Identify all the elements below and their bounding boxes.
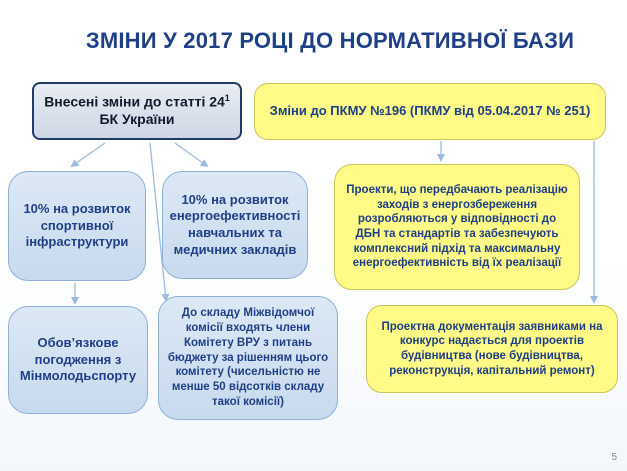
projects-text: Проекти, що передбачають реалізацію заходів з енергозбереження розробляються у відповідності до ДБН та стандартів та забезпечують комплексний підхід та максимальну енергоефективність від їх реалізації (346, 183, 568, 270)
documentation-text: Проектна документація заявниками на конкурс надається для проектів будівництва (нове будівництва, реконструкція, капітальний ремонт) (381, 320, 603, 377)
energy-efficiency-text: 10% на розвиток енергоефективності навчальних та медичних закладів (169, 191, 301, 257)
right-header-text: Зміни до ПКМУ №196 (ПКМУ від 05.04.2017 № 251) (269, 103, 591, 119)
sport-infrastructure-text: 10% на розвиток спортивної інфраструктури (23, 201, 131, 250)
sport-infrastructure-box (8, 171, 146, 281)
left-header-line2: БК України (99, 111, 175, 128)
left-header-superscript: 1 (224, 92, 230, 103)
commission-text: До складу Міжвідомчої комісії входять члени Комітету ВРУ з питань бюджету за рішенням цього комітету (чисельністю не менше 50 відсотків складу такої комісії) (167, 306, 329, 409)
slide-title: ЗМІНИ У 2017 РОЦІ ДО НОРМАТИВНОЇ БАЗИ (85, 28, 575, 53)
projects-box (334, 164, 580, 290)
arrow-to-sport-box (72, 143, 105, 166)
commission-box (158, 296, 338, 420)
documentation-box (366, 305, 618, 393)
arrow-to-energy-box (175, 143, 207, 166)
minmolodsport-text: Обов’язкове погодження з Мінмолодьспорту (19, 335, 137, 384)
left-header-line1: Внесені зміни до статті $24^1$ (44, 92, 230, 110)
energy-efficiency-box (162, 171, 308, 279)
left-header-box (32, 82, 242, 140)
page-number: 5 (611, 452, 617, 463)
right-header-box (254, 83, 606, 140)
minmolodsport-box (8, 306, 148, 414)
